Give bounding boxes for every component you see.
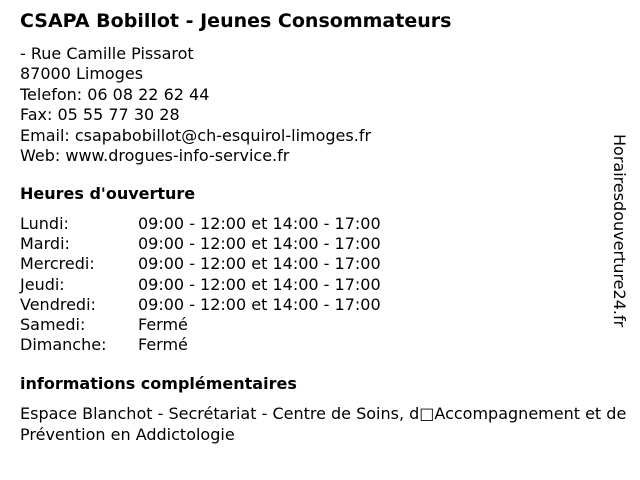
info-text: Espace Blanchot - Secrétariat - Centre de Soins, d□Accompagnement et de Prévention en Addictologie xyxy=(20,404,627,444)
day-hours: Fermé xyxy=(138,314,188,334)
day-label: Lundi: xyxy=(20,214,69,233)
day-label: Dimanche: xyxy=(20,335,107,355)
contact-block xyxy=(20,44,371,166)
day-hours: 09:00 - 12:00 et 14:00 - 17:00 xyxy=(138,234,381,254)
day-hours: 09:00 - 12:00 et 14:00 - 17:00 xyxy=(138,294,381,314)
info-heading: informations complémentaires xyxy=(20,374,297,393)
day-hours: 09:00 - 12:00 et 14:00 - 17:00 xyxy=(138,214,381,233)
phone-number: Telefon: 06 08 22 62 44 xyxy=(20,84,210,104)
address-street: - Rue Camille Pissarot xyxy=(20,44,194,63)
day-hours: 09:00 - 12:00 et 14:00 - 17:00 xyxy=(138,274,381,294)
day-hours: 09:00 - 12:00 et 14:00 - 17:00 xyxy=(138,254,381,274)
website-url: Web: www.drogues-info-service.fr xyxy=(20,146,290,166)
hours-heading: Heures d'ouverture xyxy=(20,184,196,203)
watermark-text: Horairesdouverture24.fr xyxy=(610,134,629,328)
day-label: Mercredi: xyxy=(20,254,95,274)
day-label: Vendredi: xyxy=(20,294,96,314)
email-address: Email: csapabobillot@ch-esquirol-limoges.fr xyxy=(20,125,372,145)
day-label: Mardi: xyxy=(20,234,70,254)
day-hours: Fermé xyxy=(138,335,188,355)
page-title: CSAPA Bobillot - Jeunes Consommateurs xyxy=(20,10,452,32)
address-city: 87000 Limoges xyxy=(20,64,144,84)
fax-number: Fax: 05 55 77 30 28 xyxy=(20,105,180,125)
day-label: Jeudi: xyxy=(20,274,65,294)
watermark xyxy=(610,134,630,344)
day-label: Samedi: xyxy=(20,314,86,334)
